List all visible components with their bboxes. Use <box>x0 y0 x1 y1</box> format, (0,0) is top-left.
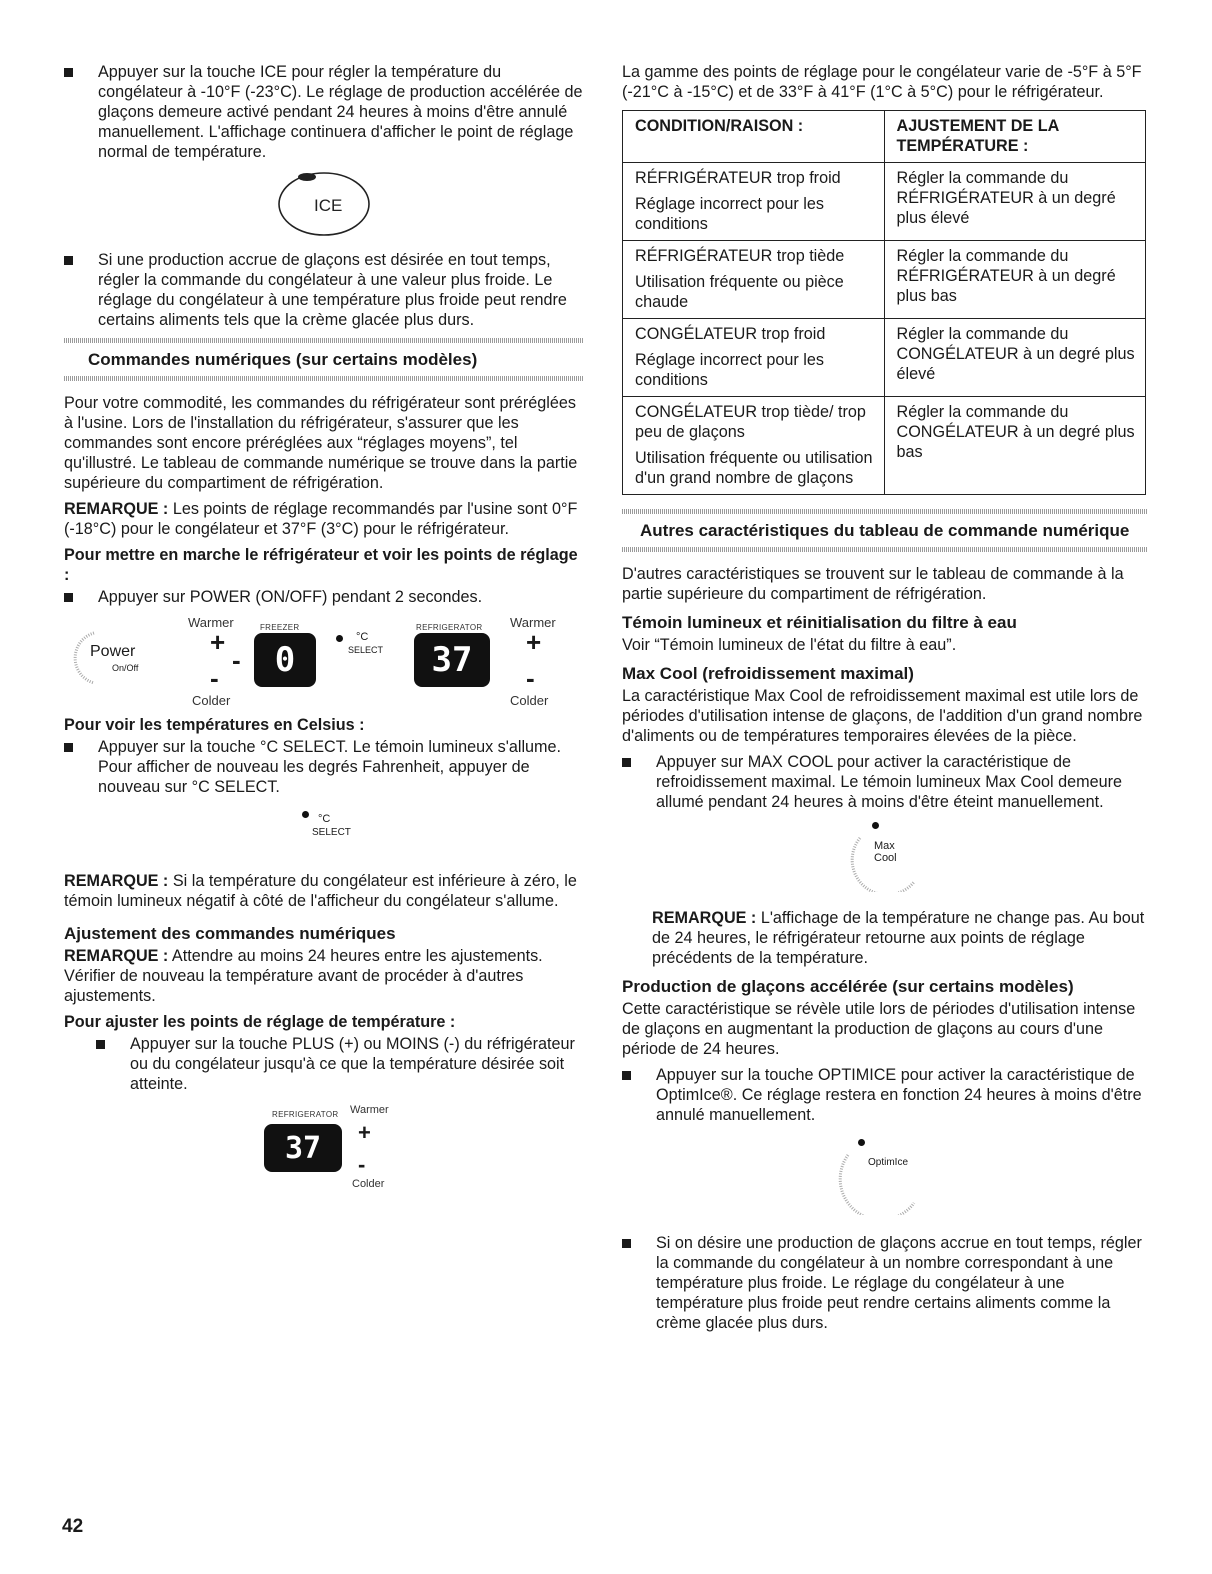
freezer-plus-button[interactable]: + <box>210 627 226 657</box>
refrigerator-label-2: REFRIGERATOR <box>272 1110 339 1119</box>
heading-production: Production de glaçons accélérée (sur certains modèles) <box>622 977 1074 996</box>
freezer-display: 0 <box>254 633 316 687</box>
remarque-1: REMARQUE : Les points de réglage recommandés par l'usine sont 0°F (-18°C) pour le congélateur et 37°F (3°C) pour le réfrigérateur. <box>64 500 578 538</box>
heading-mise-en-marche: Pour mettre en marche le réfrigérateur et voir les points de réglage : <box>64 546 578 584</box>
deg-c-label: °C <box>356 631 369 643</box>
paragraph-maxcool: La caractéristique Max Cool de refroidissement maximal est utile lors de périodes d'utilisation intense de glaçons, de l'addition d'un grand nombre d'aliments ou de températures temporaires élevées de la pièce. <box>622 687 1143 745</box>
warmer-label-2: Warmer <box>350 1104 389 1116</box>
colder-label-fridge: Colder <box>510 693 549 708</box>
freezer-label: FREEZER <box>260 623 300 632</box>
fridge-minus-button-2[interactable]: - <box>358 1152 366 1177</box>
section-title: Autres caractéristiques du tableau de commande numérique <box>640 521 1130 540</box>
left-column <box>64 62 584 1206</box>
cool-label[interactable]: Cool <box>874 852 897 864</box>
cell-raison: Utilisation fréquente ou utilisation d'un grand nombre de glaçons <box>635 449 873 487</box>
cell-ajustement: Régler la commande du CONGÉLATEUR à un degré plus élevé <box>884 319 1146 397</box>
section-header-autres <box>622 509 1148 552</box>
section-title: Commandes numériques (sur certains modèles) <box>88 350 478 369</box>
cell-condition: RÉFRIGÉRATEUR trop froid <box>635 169 841 187</box>
colder-label-freezer: Colder <box>192 693 231 708</box>
cell-condition: CONGÉLATEUR trop froid <box>635 325 826 343</box>
max-label[interactable]: Max <box>874 840 895 852</box>
select-button[interactable]: SELECT <box>348 645 384 655</box>
right-column <box>622 62 1148 1339</box>
refrigerator-display-2: 37 <box>264 1124 342 1172</box>
bullet-maxcool: Appuyer sur MAX COOL pour activer la caractéristique de refroidissement maximal. Le témoin lumineux Max Cool demeure allumé pendant 24 heures à moins d'être éteint manuellement. <box>622 752 1148 812</box>
remarque-2: REMARQUE : Si la température du congélateur est inférieure à zéro, le témoin lumineux négatif à côté de l'afficheur du congélateur s'allume. <box>64 872 577 910</box>
heading-ajuster: Pour ajuster les points de réglage de température : <box>64 1013 456 1031</box>
onoff-label: On/Off <box>112 663 139 673</box>
fridge-plus-button-2[interactable]: + <box>358 1120 371 1145</box>
optimice-dot <box>858 1139 865 1146</box>
optimice-label[interactable]: OptimIce <box>868 1157 909 1168</box>
bullet-power: Appuyer sur POWER (ON/OFF) pendant 2 secondes. <box>64 587 584 607</box>
paragraph-gamme: La gamme des points de réglage pour le congélateur varie de -5°F à 5°F (-21°C à -15°C) et de 33°F à 41°F (1°C à 5°C) pour le réfrigérateur. <box>622 63 1142 101</box>
heading-temoin: Témoin lumineux et réinitialisation du filtre à eau <box>622 613 1017 632</box>
bullet-ice: Appuyer sur la touche ICE pour régler la température du congélateur à -10°F (-23°C). Le réglage de production accélérée de glaçons demeure activé pendant 24 heures à moins d'être annulé manuellement. L'affichage continuera d'afficher le point de réglage normal de température. <box>64 62 584 162</box>
refrigerator-label: REFRIGERATOR <box>416 623 483 632</box>
cell-ajustement: Régler la commande du RÉFRIGÉRATEUR à un degré plus élevé <box>884 163 1146 241</box>
cell-ajustement: Régler la commande du CONGÉLATEUR à un degré plus bas <box>884 397 1146 495</box>
heading-ajustement: Ajustement des commandes numériques <box>64 924 396 943</box>
cell-condition: CONGÉLATEUR trop tiède/ trop peu de glaçons <box>635 403 866 441</box>
cell-ajustement: Régler la commande du RÉFRIGÉRATEUR à un degré plus bas <box>884 241 1146 319</box>
ice-button-figure <box>64 168 584 240</box>
paragraph-autres: D'autres caractéristiques se trouvent sur le tableau de commande à la partie supérieure du compartiment de réfrigération. <box>622 565 1124 603</box>
celsius-dot <box>302 811 309 818</box>
table-row <box>623 163 1146 241</box>
maxcool-dot <box>872 822 879 829</box>
condition-table <box>622 110 1146 495</box>
ice-label: ICE <box>314 196 343 215</box>
cell-raison: Utilisation fréquente ou pièce chaude <box>635 273 844 311</box>
warmer-label-fridge: Warmer <box>510 615 556 630</box>
cell-raison: Réglage incorrect pour les conditions <box>635 195 824 233</box>
power-button[interactable]: Power <box>90 643 136 660</box>
table-row <box>623 397 1146 495</box>
fridge-minus-button[interactable]: - <box>526 663 535 693</box>
table-header-condition: CONDITION/RAISON : <box>623 111 885 163</box>
celsius-select-figure <box>64 803 584 861</box>
paragraph-production: Cette caractéristique se révèle utile lors de périodes d'utilisation intense de glaçons en augmentant la production de glaçons au cours d'une période de 24 heures. <box>622 1000 1136 1058</box>
heading-celsius: Pour voir les températures en Celsius : <box>64 716 365 734</box>
bullet-optimice: Appuyer sur la touche OPTIMICE pour activer la caractéristique de OptimIce®. Ce réglage restera en fonction 24 heures à moins d'être annulé manuellement. <box>622 1065 1148 1125</box>
remarque-3: REMARQUE : Attendre au moins 24 heures entre les ajustements. Vérifier de nouveau la température avant de procéder à d'autres ajustements. <box>64 947 543 1005</box>
ice-button-icon <box>269 168 379 240</box>
cell-condition: RÉFRIGÉRATEUR trop tiède <box>635 247 845 265</box>
warmer-label-freezer: Warmer <box>188 615 234 630</box>
celsius-indicator-dot <box>336 635 343 642</box>
maxcool-button-figure <box>622 818 1148 898</box>
control-panel-figure <box>64 613 584 709</box>
colder-label-2: Colder <box>352 1178 385 1190</box>
table-row <box>623 319 1146 397</box>
section-header-commandes <box>64 338 584 381</box>
fridge-plus-button[interactable]: + <box>526 627 542 657</box>
table-header-ajustement: AJUSTEMENT DE LA TEMPÉRATURE : <box>884 111 1146 163</box>
bullet-ajuster: Appuyer sur la touche PLUS (+) ou MOINS (-) du réfrigérateur ou du congélateur jusqu'à ce que la température désirée soit atteinte. <box>96 1034 584 1094</box>
paragraph-temoin: Voir “Témoin lumineux de l'état du filtre à eau”. <box>622 636 957 654</box>
remarque-affichage: REMARQUE : L'affichage de la température ne change pas. Au bout de 24 heures, le réfrigérateur retourne aux points de réglage précédents de la température. <box>652 909 1145 967</box>
heading-maxcool: Max Cool (refroidissement maximal) <box>622 664 914 683</box>
bullet-last: Si on désire une production de glaçons accrue en tout temps, régler la commande du congélateur à un nombre correspondant à une température plus froide. Le réglage du congélateur à une température plus froide peut rendre certains aliments comme la crème glacée plus durs. <box>622 1233 1148 1333</box>
refrigerator-display: 37 <box>414 633 490 687</box>
celsius-select-button[interactable]: SELECT <box>312 827 351 838</box>
optimice-button-figure <box>622 1131 1148 1223</box>
refrigerator-adjust-figure <box>64 1100 584 1200</box>
freezer-minus-indicator: - <box>232 645 241 675</box>
table-header-row <box>623 111 1146 163</box>
bullet-celsius: Appuyer sur la touche °C SELECT. Le témoin lumineux s'allume. Pour afficher de nouveau les degrés Fahrenheit, appuyer de nouveau sur °C SELECT. <box>64 737 584 797</box>
freezer-minus-button[interactable]: - <box>210 663 219 693</box>
page-number: 42 <box>62 1516 84 1537</box>
cell-raison: Réglage incorrect pour les conditions <box>635 351 824 389</box>
bullet-more-ice: Si une production accrue de glaçons est désirée en tout temps, régler la commande du congélateur à une valeur plus froide. Le réglage du congélateur à une température plus froide peut rendre certains aliments tels que la crème glacée plus durs. <box>64 250 584 330</box>
table-row <box>623 241 1146 319</box>
celsius-deg-label: °C <box>318 813 331 825</box>
paragraph-commodite: Pour votre commodité, les commandes du réfrigérateur sont préréglées à l'usine. Lors de l'installation du réfrigérateur, s'assurer que les commandes sont encore préréglées aux “réglages moyens”, tel qu'illustré. Le tableau de commande numérique se trouve dans la partie supérieure du compartiment de réfrigération. <box>64 394 578 492</box>
